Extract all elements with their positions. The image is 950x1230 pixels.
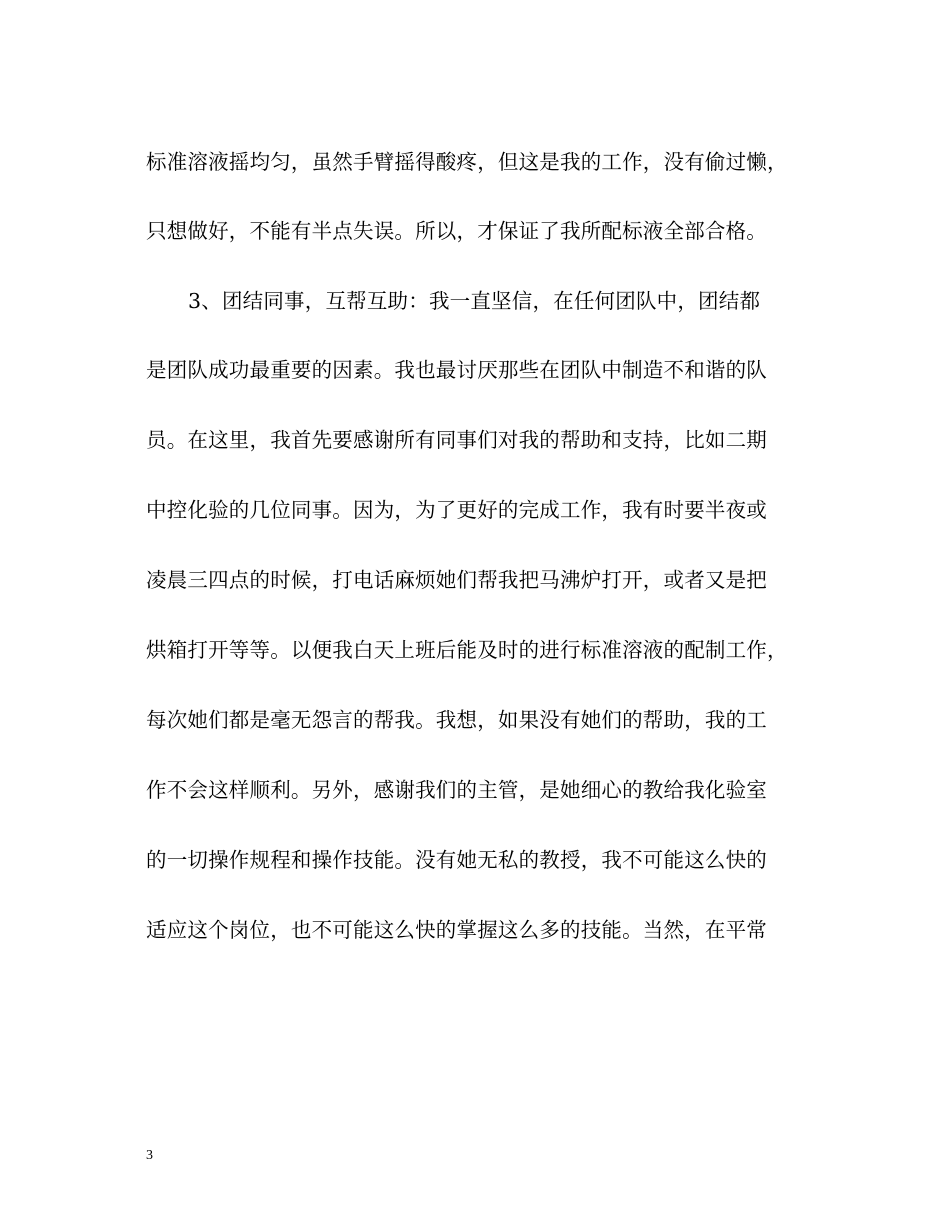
text-line: 是团队成功最重要的因素。我也最讨厌那些在团队中制造不和谐的队 <box>146 358 767 382</box>
text-line: 3、团结同事，互帮互助：我一直坚信，在任何团队中，团结都 <box>188 289 761 313</box>
text-line: 凌晨三四点的时候，打电话麻烦她们帮我把马沸炉打开，或者又是把 <box>146 568 767 592</box>
text-line: 作不会这样顺利。另外，感谢我们的主管，是她细心的教给我化验室 <box>146 778 767 802</box>
text-line: 的一切操作规程和操作技能。没有她无私的教授，我不可能这么快的 <box>146 848 767 872</box>
text-line: 每次她们都是毫无怨言的帮我。我想，如果没有她们的帮助，我的工 <box>146 708 767 732</box>
text-line: 员。在这里，我首先要感谢所有同事们对我的帮助和支持，比如二期 <box>146 428 767 452</box>
text-line: 烘箱打开等等。以便我白天上班后能及时的进行标准溶液的配制工作， <box>146 638 788 662</box>
page-number: 3 <box>146 1148 153 1163</box>
text-line: 适应这个岗位，也不可能这么快的掌握这么多的技能。当然，在平常 <box>146 918 767 942</box>
text-line: 中控化验的几位同事。因为，为了更好的完成工作，我有时要半夜或 <box>146 498 767 522</box>
text-line: 标准溶液摇均匀，虽然手臂摇得酸疼，但这是我的工作，没有偷过懒， <box>146 150 788 174</box>
text-line: 只想做好，不能有半点失误。所以，才保证了我所配标液全部合格。 <box>146 219 767 243</box>
